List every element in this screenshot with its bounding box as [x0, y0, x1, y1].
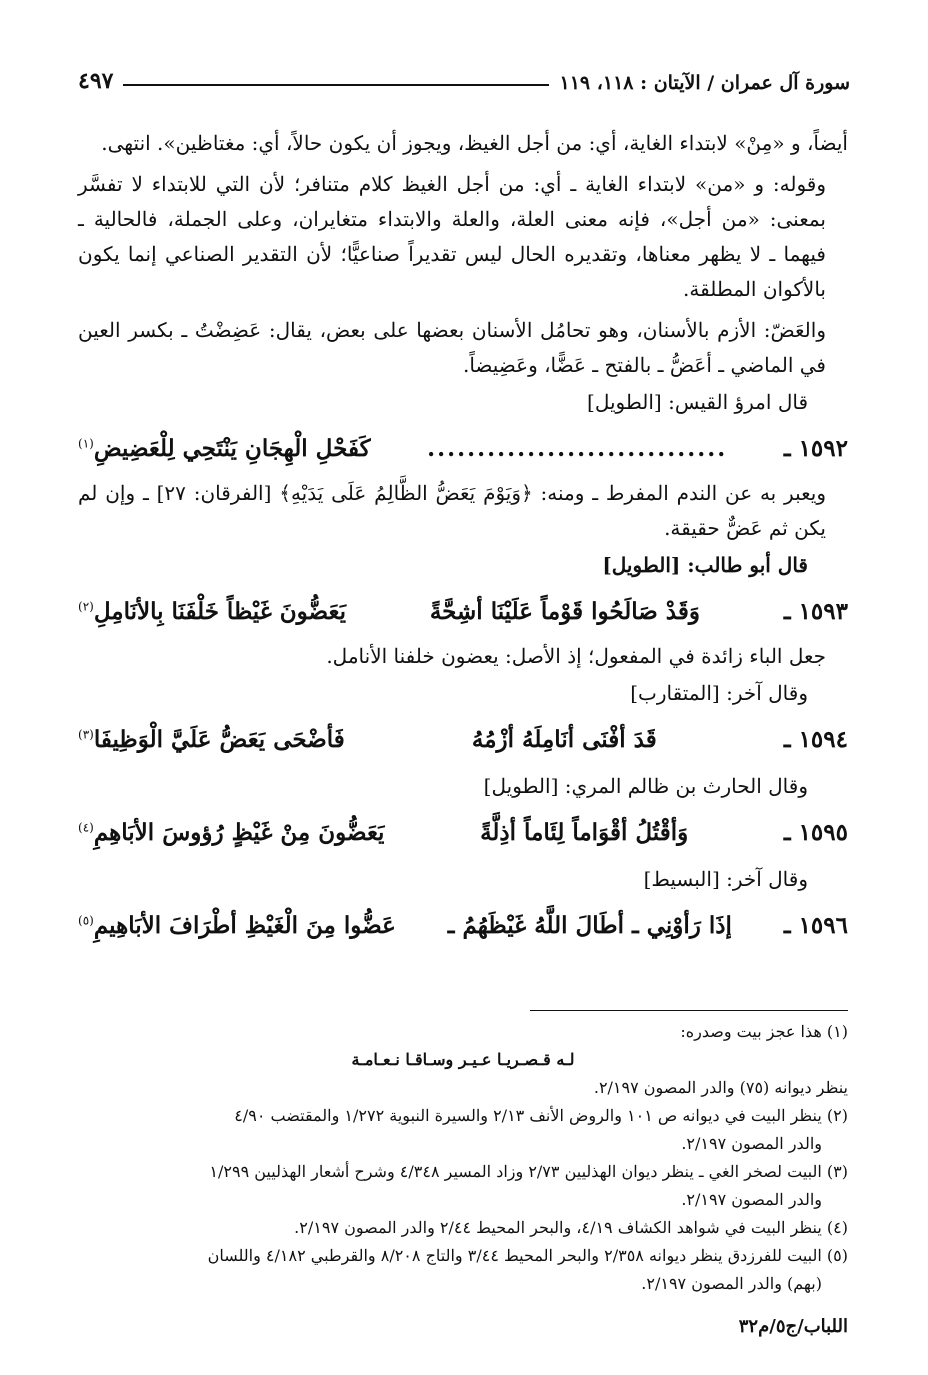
footnote-continuation: والدر المصون ٢/١٩٧.: [681, 1190, 822, 1209]
footnote-3: [78, 1158, 848, 1214]
verse-first-hemistich: قَدَ أفْنَى أنَامِلَهُ أزْمُهُ: [471, 726, 657, 753]
footnote-text: ينظر ديوانه (٧٥) والدر المصون ٢/١٩٧.: [593, 1078, 848, 1097]
printer-signature: اللباب/ج٥/م٣٢: [738, 1316, 848, 1337]
header-title: سورة آل عمران / الآيتان : ١١٨، ١١٩: [559, 72, 850, 94]
footnote-ref: (٥): [78, 913, 94, 928]
footnote-continuation: (بهم) والدر المصون ٢/١٩٧.: [641, 1274, 822, 1293]
verse-intro-4: وقال الحارث بن ظالم المري: [الطويل]: [483, 774, 808, 798]
footnote-divider: [530, 1010, 848, 1011]
verse-intro-1: قال امرؤ القيس: [الطويل]: [587, 390, 808, 414]
footnote-ref: (٢): [78, 599, 94, 614]
verse-number: ١٥٩٢ ـ: [783, 435, 848, 462]
footnote-4: [78, 1214, 848, 1242]
footnotes: [78, 1018, 848, 1298]
verse-number: ١٥٩٣ ـ: [783, 598, 848, 625]
footnote-text: (٥) البيت للفرزدق ينظر ديوانه ٢/٣٥٨ والبحر المحيط ٣/٤٤ والتاج ٨/٢٠٨ والقرطبي ٤/١٨٢ واللسان: [207, 1246, 848, 1265]
verse-second-hemistich: كَفَحْلِ الْهِجَانِ يَنْتَحِي لِلْعَضِيضِ: [93, 435, 371, 462]
verse-1594: [78, 713, 848, 767]
verse-number: ١٥٩٤ ـ: [783, 726, 848, 753]
verse-second-hemistich: يَعَضُّونَ مِنْ غَيْظٍ رُؤوسَ الأبَاهِمِ: [93, 819, 385, 846]
verse-second-hemistich: يَعَضُّونَ غَيْظاً خَلْفَنَا بِالأنَامِلِ: [93, 598, 346, 625]
verse-first-hemistich: إذَا رَأوْنِي ـ أطَالَ اللَّهُ غَيْظَهُمُ ـ: [447, 912, 732, 939]
page-number: ٤٩٧: [78, 68, 114, 94]
footnote-text: (٢) ينظر البيت في ديوانه ص ١٠١ والروض الأنف ٢/١٣ والسيرة النبوية ١/٢٧٢ والمقتضب ٤/٩٠: [234, 1106, 848, 1125]
footnote-ref: (٣): [78, 727, 94, 742]
verse-intro-2: قال أبو طالب: [الطويل]: [602, 553, 808, 577]
footnote-2: [78, 1102, 848, 1158]
verse-ellipsis: ..............................: [427, 435, 728, 462]
running-header: [78, 58, 850, 94]
footnote-1: [78, 1018, 848, 1102]
header-rule: [123, 84, 549, 86]
footnote-ref: (١): [78, 436, 94, 451]
footnote-ref: (٤): [78, 820, 94, 835]
footnote-text: (٤) ينظر البيت في شواهد الكشاف ٤/١٩، والبحر المحيط ٢/٤٤ والدر المصون ٢/١٩٧.: [294, 1218, 848, 1237]
paragraph-2: وقوله: و «من» لابتداء الغاية ـ أي: من أجل الغيظ كلام متنافر؛ لأن التي للابتداء لا تفسَّر بمعنى: «من أجل»، فإنه معنى العلة، والعلة والابتداء متغايران، وعلى الجملة، فالحالية ـ فيهما ـ لا يظهر معناها، وتقديره الحال ليس تقديراً صناعيًّا؛ لأن التقدير الصناعي إنما يكون بالأكوان المطلقة.: [78, 172, 826, 301]
verse-1592: [78, 422, 848, 476]
footnote-5: [78, 1242, 848, 1298]
verse-first-hemistich: وَأقْتُلُ أقْوَاماً لِئَاماً أذِلَّةً: [480, 819, 689, 846]
paragraph-3: والعَضّ: الأزم بالأسنان، وهو تحامُل الأسنان بعضها على بعض، يقال: عَضِضْتُ ـ بكسر العين في الماضي ـ أعَضُّ ـ بالفتح ـ عَضًّا، وعَضِيضاً.: [78, 318, 826, 377]
page-footer: [78, 1316, 848, 1337]
footnote-text: (٣) البيت لصخر الغي ـ ينظر ديوان الهذليين ٢/٧٣ وزاد المسير ٤/٣٤٨ وشرح أشعار الهذليين ١/٢٩٩: [209, 1162, 848, 1181]
footnote-continuation: والدر المصون ٢/١٩٧.: [681, 1134, 822, 1153]
paragraph-5: جعل الباء زائدة في المفعول؛ إذ الأصل: يعضون خلفنا الأنامل.: [326, 644, 826, 668]
verse-1595: [78, 806, 848, 860]
verse-number: ١٥٩٥ ـ: [783, 819, 848, 846]
verse-second-hemistich: فَأضْحَى يَعَضُّ عَلَيَّ الْوَظِيفَا: [93, 726, 345, 753]
verse-intro-3: وقال آخر: [المتقارب]: [630, 681, 808, 705]
verse-number: ١٥٩٦ ـ: [783, 912, 848, 939]
footnote-verse: لـه قـصـريـا عـيـر وسـاقـا نـعـامـة: [351, 1050, 575, 1069]
footnote-text: (١) هذا عجز بيت وصدره:: [680, 1022, 848, 1041]
verse-1593: [78, 585, 848, 639]
paragraph-1: أيضاً، و «مِنْ» لابتداء الغاية، أي: من أجل الغيظ، ويجوز أن يكون حالاً، أي: مغتاظين». انتهى.: [101, 131, 848, 155]
main-text: [78, 126, 848, 953]
verse-second-hemistich: عَضُّوا مِنَ الْغَيْظِ أطْرَافَ الأبَاهِيمِ: [93, 912, 396, 939]
paragraph-4: ويعبر به عن الندم المفرط ـ ومنه: ﴿وَيَوْمَ يَعَضُّ الظَّالِمُ عَلَى يَدَيْهِ﴾ [الفرقان: ٢٧] ـ وإن لم يكن ثم عَضٌّ حقيقة.: [78, 481, 826, 540]
verse-intro-5: وقال آخر: [البسيط]: [643, 867, 808, 891]
verse-1596: [78, 899, 848, 953]
verse-first-hemistich: وَقَدْ صَالَحُوا قَوْماً عَلَيْنَا أشِحَّةً: [429, 598, 700, 625]
